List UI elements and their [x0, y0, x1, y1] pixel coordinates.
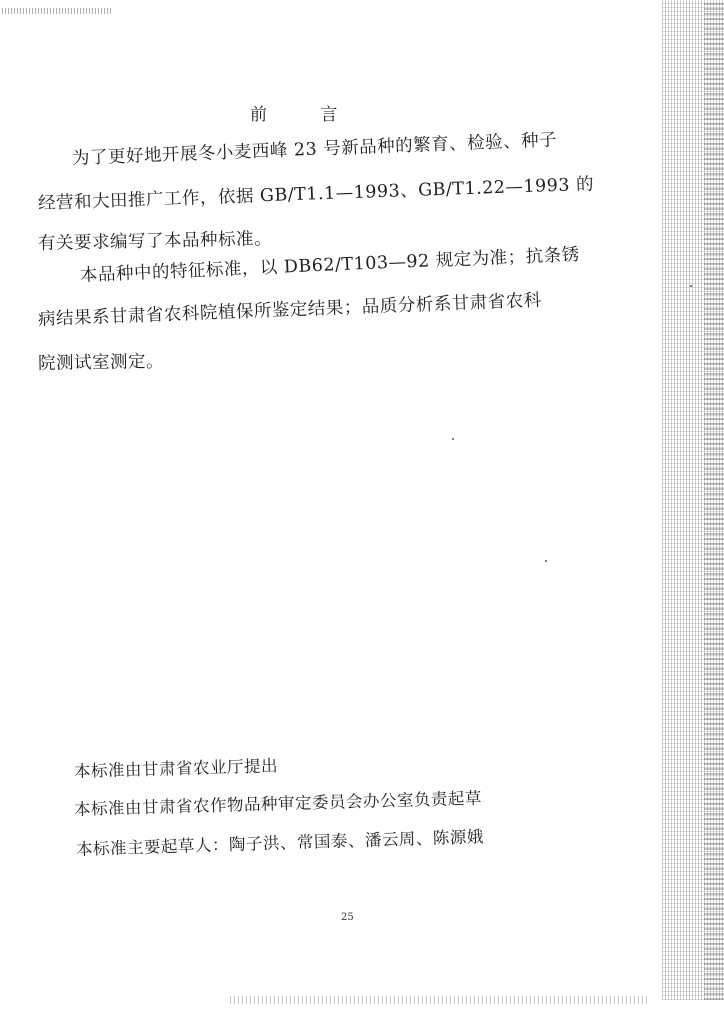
scan-speck	[545, 560, 547, 562]
scan-noise-top	[2, 8, 112, 14]
paragraph-line: 为了更好地开展冬小麦西峰 23 号新品种的繁育、检验、种子	[71, 130, 558, 169]
paragraph-line: 病结果系甘肃省农科院植保所鉴定结果；品质分析系甘肃省农科	[37, 290, 543, 330]
footer-drafter-line: 本标准由甘肃省农作物品种审定委员会办公室负责起草	[73, 788, 483, 819]
paragraph-line: 本品种中的特征标准，以 DB62/T103—92 规定为准；抗条锈	[79, 245, 581, 286]
page-number: 25	[341, 912, 354, 923]
paragraph-line: 有关要求编写了本品种标准。	[37, 229, 273, 254]
scan-edge-noise	[662, 0, 724, 1000]
scan-speck	[452, 438, 454, 440]
paragraph-line: 经营和大田推广工作，依据 GB/T1.1—1993、GB/T1.22—1993 的	[37, 174, 595, 214]
scan-speck	[690, 285, 692, 287]
scan-noise-bottom	[230, 996, 650, 1004]
page-title: 前 言	[250, 105, 362, 125]
footer-authors-line: 本标准主要起草人：陶子洪、常国泰、潘云周、陈源娥	[75, 827, 485, 859]
paragraph-line: 院测试室测定。	[37, 351, 165, 374]
scan-edge-dark-band	[704, 0, 724, 1000]
footer-proposer-line: 本标准由甘肃省农业厅提出	[73, 756, 279, 781]
